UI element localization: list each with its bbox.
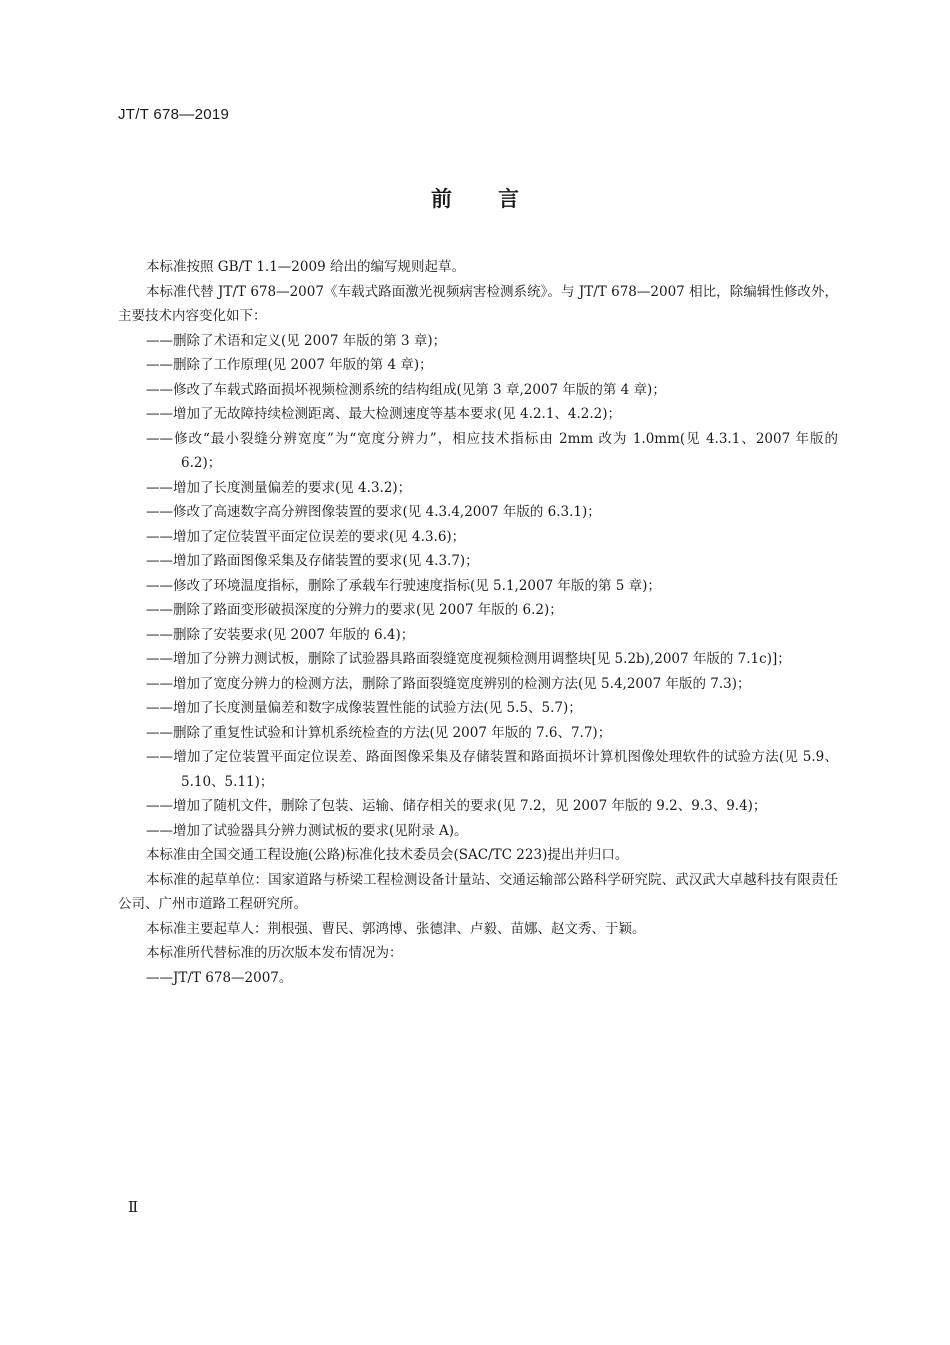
paragraph-proposer: 本标准由全国交通工程设施(公路)标准化技术委员会(SAC/TC 223)提出并归口。 [146,847,629,863]
list-item: ——增加了长度测量偏差和数字成像装置性能的试验方法(见 5.5、5.7)； [146,700,582,716]
list-item: ——增加了宽度分辨力的检测方法，删除了路面裂缝宽度辨别的检测方法(见 5.4,2007 年版的 7.3)； [146,675,751,692]
standard-code: JT/T 678—2019 [118,106,230,123]
list-item: ——增加了随机文件，删除了包装、运输、储存相关的要求(见 7.2，见 2007 年版的 9.2、9.3、9.4)； [146,798,767,814]
list-item: ——增加了分辨力测试板，删除了试验器具路面裂缝宽度视频检测用调整块[见 5.2b),2007 年版的 7.1c)]； [146,651,791,667]
change-list [118,329,838,844]
list-item: ——修改了环境温度指标，删除了承载车行驶速度指标(见 5.1,2007 年版的第 5 章)； [146,577,661,594]
title-char-1: 前 [431,187,452,211]
list-item: ——增加了试验器具分辨力测试板的要求(见附录 A)。 [146,822,468,839]
list-item: ——删除了重复性试验和计算机系统检查的方法(见 2007 年版的 7.6、7.7)； [146,724,612,741]
paragraph-drafting-rules: 本标准按照 GB/T 1.1—2009 给出的编写规则起草。 [146,259,465,275]
list-item: ——增加了长度测量偏差的要求(见 4.3.2)； [146,479,412,496]
list-item: ——增加了无故障持续检测距离、最大检测速度等基本要求(见 4.2.1、4.2.2)； [146,406,622,422]
list-item: ——修改“最小裂缝分辨宽度”为“宽度分辨力”，相应技术指标由 2mm 改为 1.0mm(见 4.3.1、2007 年版的 6.2)； [146,430,838,471]
list-item: ——删除了安装要求(见 2007 年版的 6.4)； [146,626,415,643]
list-item: ——修改了车载式路面损坏视频检测系统的结构组成(见第 3 章,2007 年版的第 4 章)； [146,381,666,398]
page-title [0,183,950,213]
list-item: ——增加了路面图像采集及存储装置的要求(见 4.3.7)； [146,553,479,569]
paragraph-drafters: 本标准主要起草人：荆根强、曹民、郭鸿博、张德津、卢毅、苗娜、赵文秀、于颖。 [146,920,646,937]
list-item: ——增加了定位装置平面定位误差的要求(见 4.3.6)； [146,528,466,545]
list-item: ——删除了工作原理(见 2007 年版的第 4 章)； [146,357,433,373]
title-char-2: 言 [498,187,519,211]
paragraph-drafting-units: 本标准的起草单位：国家道路与桥梁工程检测设备计量站、交通运输部公路科学研究院、武汉武大卓越科技有限责任公司、广州市道路工程研究所。 [118,871,838,912]
list-item: ——删除了术语和定义(见 2007 年版的第 3 章)； [146,332,447,349]
list-item: ——修改了高速数字高分辨图像装置的要求(见 4.3.4,2007 年版的 6.3.1)； [146,504,601,520]
list-item: ——删除了路面变形破损深度的分辨力的要求(见 2007 年版的 6.2)； [146,602,563,618]
list-item: ——增加了定位装置平面定位误差、路面图像采集及存储装置和路面损坏计算机图像处理软件的试验方法(见 5.9、5.10、5.11)； [146,749,838,790]
paragraph-history-intro: 本标准所代替标准的历次版本发布情况为： [146,945,403,961]
history-item: ——JT/T 678—2007。 [146,969,293,986]
paragraph-replacement: 本标准代替 JT/T 678—2007《车载式路面激光视频病害检测系统》。与 JT/T 678—2007 相比，除编辑性修改外，主要技术内容变化如下： [118,283,838,324]
page-number: Ⅱ [128,1198,139,1216]
document-body [118,255,838,990]
